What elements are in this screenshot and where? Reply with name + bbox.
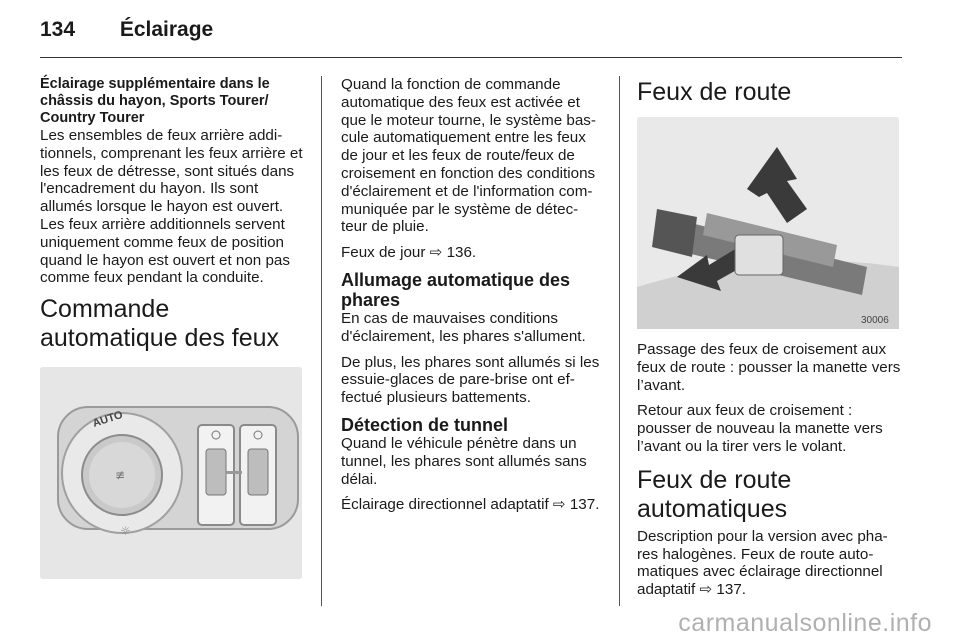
svg-text:≢: ≢ bbox=[114, 468, 126, 483]
paragraph-auto-high-beam: Description pour la version avec pha- res halogènes. Feux de route auto- matiques avec éclairage directionnel adaptatif ⇨ 137. bbox=[637, 527, 888, 599]
heading-auto-high-beam: Feux de route automatiques bbox=[637, 465, 792, 523]
paragraph-rear-lighting: Les ensembles de feux arrière addi- tionnels, comprenant les feux arrière et les feux de détresse, sont situés dans l'encadrement du hayon. Ils sont allumés lorsque le hayon est ouvert. Les feux arrière additionnels servent uniquement comme feux de position quand le hayon est ouvert et non pas comme feux pendant la conduite. bbox=[40, 127, 303, 287]
light-switch-illustration bbox=[40, 367, 302, 579]
page-title: Éclairage bbox=[119, 18, 214, 41]
svg-text:☼: ☼ bbox=[120, 524, 131, 539]
paragraph-poor-light: En cas de mauvaises conditions d'éclairement, les phares s'allument. bbox=[341, 309, 586, 345]
paragraph-high-beam-off: Retour aux feux de croisement : pousser de nouveau la manette vers l’avant ou la tirer vers le volant. bbox=[637, 402, 883, 455]
page-header bbox=[40, 18, 213, 42]
figure-ref-number: 30006 bbox=[861, 315, 889, 326]
high-beam-figure bbox=[637, 117, 899, 329]
column-3 bbox=[637, 76, 903, 607]
subheading-auto-headlights: Allumage automatique des phares bbox=[341, 269, 571, 310]
section-heading-rear-lighting: Éclairage supplémentaire dans le châssis du hayon, Sports Tourer/ Country Tourer bbox=[40, 76, 270, 126]
heading-high-beam: Feux de route bbox=[637, 78, 792, 106]
subheading-tunnel-detection: Détection de tunnel bbox=[341, 414, 509, 435]
paragraph-wipers: De plus, les phares sont allumés si les essuie-glaces de pare-brise ont ef- fectué plusieurs battements. bbox=[341, 353, 600, 407]
paragraph-daytime-lights-ref: Feux de jour ⇨ 136. bbox=[341, 244, 477, 262]
paragraph-high-beam-on: Passage des feux de croisement aux feux de route : pousser la manette vers l’avant. bbox=[637, 341, 901, 394]
paragraph-adaptive-lighting-ref: Éclairage directionnel adaptatif ⇨ 137. bbox=[341, 496, 600, 514]
watermark: carmanualsonline.info bbox=[678, 609, 932, 637]
column-divider-2 bbox=[619, 76, 620, 606]
light-switch-figure bbox=[40, 367, 302, 579]
header-rule bbox=[40, 57, 902, 58]
auto-label: AUTO bbox=[91, 409, 125, 431]
column-divider-1 bbox=[321, 76, 322, 606]
paragraph-auto-light-function: Quand la fonction de commande automatique des feux est activée et que le moteur tourne, le système bas- cule automatiquement entre les feux de jour et les feux de route/feux de croisement en fonction des conditions d'éclairement et de l'information com- muniquée par le système de détec- teur de pluie. bbox=[341, 76, 596, 236]
column-1 bbox=[40, 76, 306, 591]
paragraph-tunnel: Quand le véhicule pénètre dans un tunnel, les phares sont allumés sans délai. bbox=[341, 434, 587, 488]
column-2 bbox=[341, 76, 603, 522]
page-number: 134 bbox=[40, 18, 76, 41]
stalk-illustration bbox=[637, 117, 899, 329]
heading-automatic-light-control: Commande automatique des feux bbox=[40, 295, 280, 353]
